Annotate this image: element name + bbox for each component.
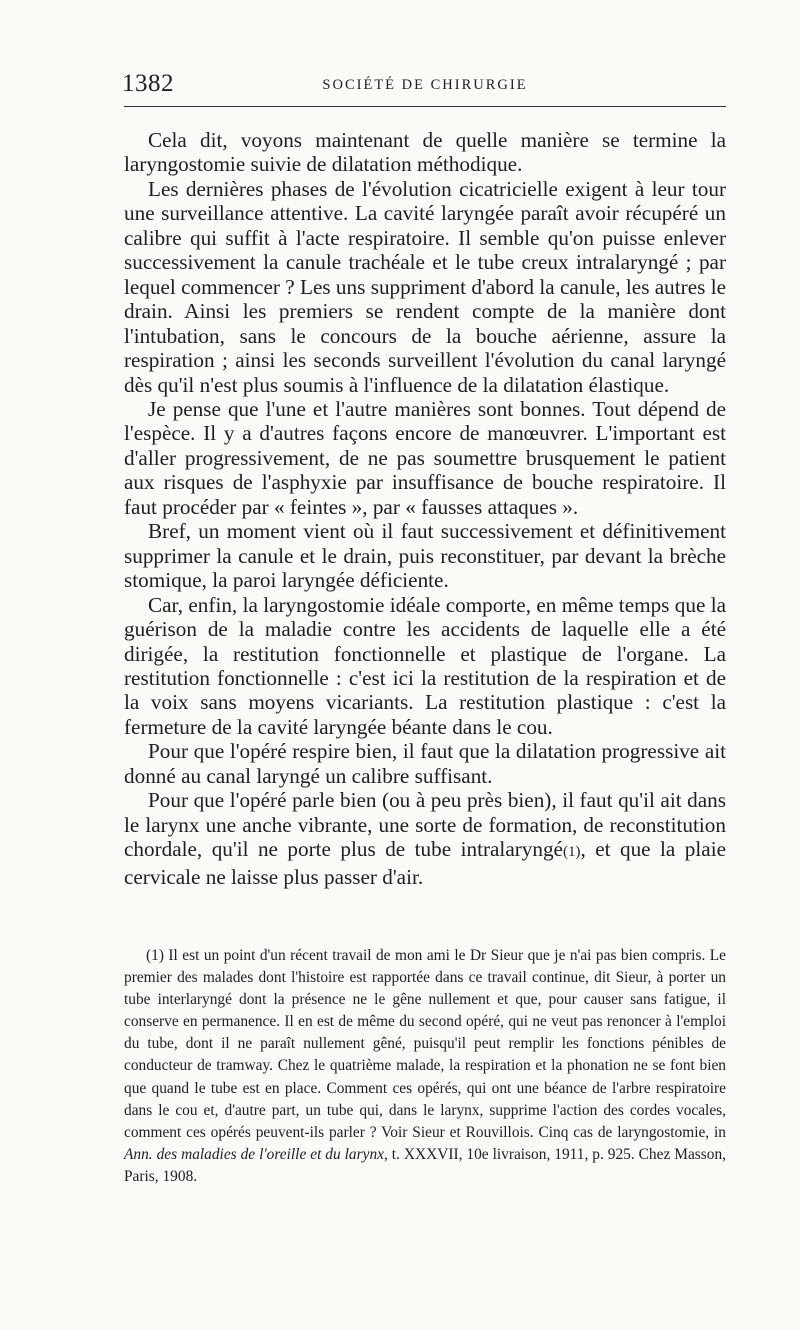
paragraph: Pour que l'opéré respire bien, il faut que la dilatation progressive ait donné au canal laryngé un calibre suffisant.: [124, 739, 726, 788]
paragraph-with-footnote: [124, 788, 726, 889]
header-rule: [124, 106, 726, 107]
page-header: [122, 70, 728, 100]
paragraph: Bref, un moment vient où il faut successivement et définitivement supprimer la canule et le drain, puis reconstituer, par devant la brèche stomique, la paroi laryngée déficiente.: [124, 519, 726, 593]
page-number: 1382: [122, 70, 174, 97]
footnote: [124, 945, 726, 1188]
paragraph: Je pense que l'une et l'autre manières sont bonnes. Tout dépend de l'espèce. Il y a d'autres façons encore de manœuvrer. L'important est d'aller progressivement, de ne pas soumettre brusquement le patient aux risques de l'asphyxie par insuffisance de bouche respiratoire. Il faut procéder par « feintes », par « fausses attaques ».: [124, 396, 726, 519]
running-title: SOCIÉTÉ DE CHIRURGIE: [322, 77, 528, 93]
journal-title: Ann. des maladies de l'oreille et du larynx: [124, 1145, 384, 1163]
footnote-marker: (1): [146, 947, 164, 964]
paragraph: Les dernières phases de l'évolution cicatricielle exigent à leur tour une surveillance attentive. La cavité laryngée paraît avoir récupéré un calibre qui suffit à l'acte respiratoire. Il semble qu'on puisse enlever successivement la canule trachéale et le tube creux intralaryngé ; par lequel commencer ? Les uns suppriment d'abord la canule, les autres le drain. Ainsi les premiers se rendent compte de la manière dont l'intubation, sans le concours de la bouche aérienne, assure la respiration ; ainsi les seconds surveillent l'évolution du canal laryngé dès qu'il n'est plus soumis à l'influence de la dilatation élastique.: [124, 176, 726, 397]
footnotes: [124, 945, 726, 1188]
paragraph-tail: , et que la plaie cervicale ne laisse plus passer d'air.: [124, 837, 726, 889]
paragraph: Cela dit, voyons maintenant de quelle manière se termine la laryngostomie suivie de dilatation méthodique.: [124, 128, 726, 177]
paragraph: Car, enfin, la laryngostomie idéale comporte, en même temps que la guérison de la maladie contre les accidents de laquelle elle a été dirigée, la restitution fonctionnelle et plastique de l'organe. La restitution fonctionnelle : c'est ici la restitution de la respiration et de la voix sans moyens vicariants. La restitution plastique : c'est la fermeture de la cavité laryngée béante dans le cou.: [124, 592, 726, 739]
footnote-text: Il est un point d'un récent travail de mon ami le Dr Sieur que je n'ai pas bien compris. Le premier des malades dont l'histoire est rapportée dans ce travail continue, dit Sieur, à porter un tube interlaryngé dont la présence ne le gêne nullement et que, pour causer sans fatigue, il conserve en permanence. Il en est de même du second opéré, qui ne veut pas renoncer à l'emploi du tube, dont il ne paraît nullement gêné, puisqu'il peut remplir les fonctions pénibles de conducteur de tramway. Chez le quatrième malade, la respiration et la phonation ne se font bien que quand le tube est en place. Comment ces opérés, qui ont une béance de l'arbre respiratoire dans le cou et, d'autre part, un tube qui, dans le larynx, supprime l'action des cordes vocales, comment ces opérés peuvent-ils parler ? Voir Sieur et Rouvillois. Cinq cas de laryngostomie, in: [124, 947, 726, 1141]
main-text: [124, 128, 726, 889]
footnote-reference[interactable]: (1): [562, 844, 581, 861]
footnote-citation: , t. XXXVII, 10e livraison, 1911, p. 925. Chez Masson, Paris, 1908.: [124, 1145, 726, 1185]
paragraph-text: Pour que l'opéré parle bien (ou à peu près bien), il faut qu'il ait dans le larynx une anche vibrante, une sorte de formation, de reconstitution chordale, qu'il ne porte plus de tube intralaryngé: [124, 788, 726, 862]
